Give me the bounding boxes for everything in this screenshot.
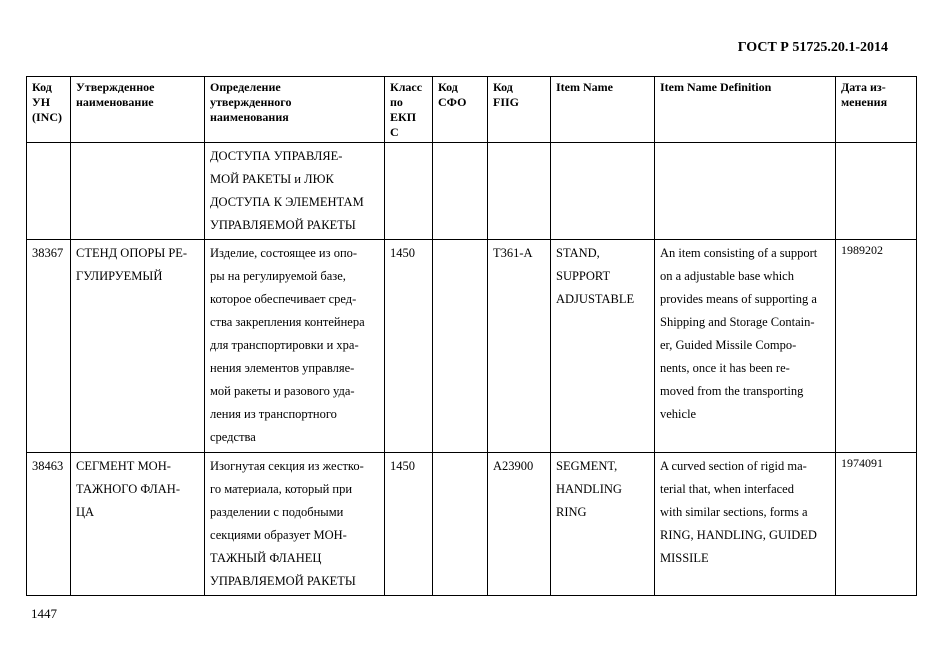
definition-cell: ДОСТУПА УПРАВЛЯЕ- МОЙ РАКЕТЫ и ЛЮК ДОСТУПА К ЭЛЕМЕНТАМ УПРАВЛЯЕМОЙ РАКЕТЫ [205,143,385,240]
class-cell: 1450 [385,240,433,453]
class-cell: 1450 [385,453,433,596]
sfo-cell [433,240,488,453]
item-name-cell: STAND, SUPPORT ADJUSTABLE [551,240,655,453]
table-header-row [27,77,917,143]
col-header-fiig: Код FIIG [488,77,551,143]
col-header-class: Класс по ЕКП С [385,77,433,143]
approved-name-cell: СЕГМЕНТ МОН- ТАЖНОГО ФЛАН- ЦА [71,453,205,596]
col-header-change-date: Дата из- менения [836,77,917,143]
page-number: 1447 [31,606,57,621]
col-header-definition: Определение утвержденного наименования [205,77,385,143]
change-date-cell: 1974091 [836,453,917,596]
sfo-cell [433,453,488,596]
definition-cell: Изогнутая секция из жестко- го материала, который при разделении с подобными секциями образует МОН- ТАЖНЫЙ ФЛАНЕЦ УПРАВЛЯЕМОЙ РАКЕТЫ [205,453,385,596]
fiig-cell: A23900 [488,453,551,596]
approved-name-cell: СТЕНД ОПОРЫ РЕ- ГУЛИРУЕМЫЙ [71,240,205,453]
catalog-table [26,76,917,596]
inc-cell: 38463 [27,453,71,596]
col-header-sfo: Код СФО [433,77,488,143]
table-row [27,240,917,453]
col-header-item-name: Item Name [551,77,655,143]
change-date-cell: 1989202 [836,240,917,453]
col-header-inc: Код УН (INC) [27,77,71,143]
fiig-cell: T361-A [488,240,551,453]
item-definition-cell: A curved section of rigid ma- terial that, when interfaced with similar sections, forms a RING, HANDLING, GUIDED MISSILE [655,453,836,596]
item-definition-cell: An item consisting of a support on a adjustable base which provides means of supporting a Shipping and Storage Contain- er, Guided Missile Compo- nents, once it has been re- moved from the transporting vehicle [655,240,836,453]
table-row [27,453,917,596]
inc-cell: 38367 [27,240,71,453]
item-name-cell: SEGMENT, HANDLING RING [551,453,655,596]
standard-code: ГОСТ Р 51725.20.1-2014 [737,40,888,55]
table-row [27,143,917,240]
col-header-item-definition: Item Name Definition [655,77,836,143]
col-header-approved-name: Утвержденное наименование [71,77,205,143]
definition-cell: Изделие, состоящее из опо- ры на регулируемой базе, которое обеспечивает сред- ства закрепления контейнера для транспортировки и хра- нения элементов управляе- мой ракеты и разового уда- ления из транспортного средства [205,240,385,453]
